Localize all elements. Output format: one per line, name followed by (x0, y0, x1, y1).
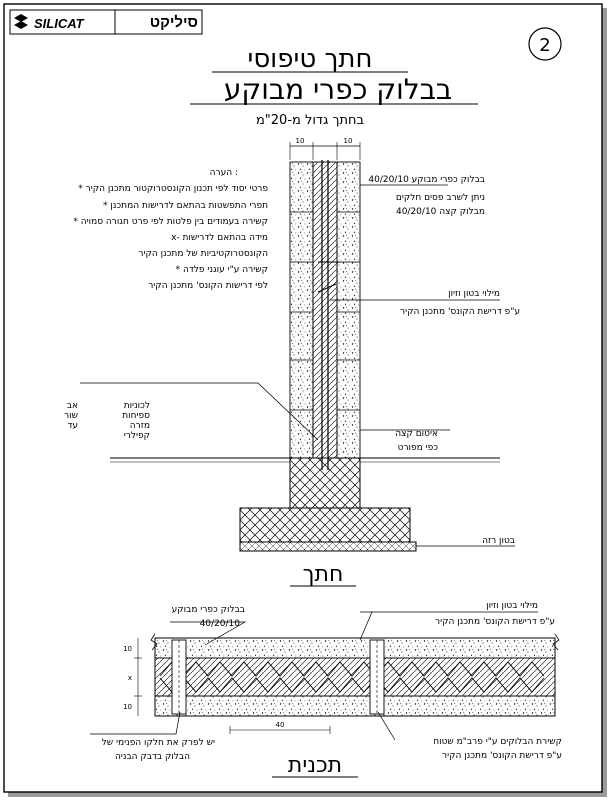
plan-dim-2: x (127, 674, 132, 682)
plan-inner-note-1: יש לפרק את חלקו הפנימי של (101, 738, 215, 748)
note-line-6: * קשירה ע"י עוגני פלדה (175, 265, 268, 275)
legend-b-1: אב (66, 401, 78, 411)
label-edge-1: איטום קצה (395, 429, 438, 439)
plan-tie-note-1: קשירת הבלוקים ע"י פרב"מ שטוח (433, 737, 562, 747)
logo-text-en: SILICAT (34, 16, 84, 31)
note-line-3: * קשירה בעמודים בין פלטות לפי פרט חגורה סמויה (73, 217, 268, 227)
notes-heading: הערה : (209, 168, 238, 178)
legend-a-1: לכוניות (123, 401, 150, 411)
logo-text-he: סיליקט (149, 14, 198, 31)
note-line-5: הקונסטרוקטיביות של מתכנן הקיר (138, 249, 268, 259)
dim-wall-right: 10 (343, 137, 353, 145)
label-block-2: ניתן לשרב פסים חלקים (395, 193, 485, 203)
legend-a-3: מזרה (129, 421, 150, 431)
plan-label-fill-2: ע"פ דרישת הקונס' מתכנן הקיר (435, 617, 555, 627)
plan-dim-3: 10 (123, 703, 132, 711)
plan-dim-1: 10 (123, 645, 132, 653)
title-line-3: בחתך גדול מ-20"מ (255, 113, 365, 128)
legend-b-3: עד (67, 421, 78, 431)
section-title: חתך (302, 562, 344, 587)
note-line-7: לפי דרישות הקונס' מתכנן הקיר (148, 281, 268, 291)
label-block-3: מבלוק קצה 40/20/10 (395, 207, 485, 217)
plan-title: תכנית (287, 753, 343, 778)
note-line-4: x- מידה בהתאם לדרישות (171, 233, 268, 243)
plan-label-block-2: 40/20/10 (199, 619, 240, 629)
dim-wall-left: 10 (295, 137, 305, 145)
legend-a-2: ספיחות (122, 411, 150, 421)
title-line-1: חתך טיפוסי (247, 44, 373, 74)
label-edge-2: כפי מפורט (397, 443, 438, 453)
plan-label-block-1: בבלוק כפרי מבוקע (171, 605, 245, 615)
note-line-2: * תפרי התפשטות בהתאם לדרישות המתכנן (102, 201, 268, 211)
plan-tie-note-2: ע"פ דרישת הקונס' מתכנן הקיר (442, 751, 562, 761)
label-fill-1: מילוי בטון וזיון (448, 289, 500, 299)
note-line-1: * פרטי יסוד לפי תכנון הקונסטרוקטור מתכנן הקיר (78, 184, 268, 194)
label-fill-2: ע"פ דרישת הקונס' מתכנן הקיר (400, 307, 520, 317)
legend-b-2: שור (64, 411, 78, 421)
sheet-number: 2 (539, 35, 551, 56)
plan-inner-note-2: הבלוק בדבק הבניה (114, 752, 190, 762)
label-lean-concrete: בטון רזה (482, 536, 515, 546)
label-block-1: בבלוק כפרי מבוקע 40/20/10 (368, 175, 485, 185)
title-line-2: בבלוק כפרי מבוקע (223, 73, 453, 106)
plan-dim-length: 40 (275, 721, 285, 729)
plan-label-fill-1: מילוי בטון וזיון (486, 601, 538, 611)
legend-a-4: קפילרי (123, 431, 150, 441)
company-logo (10, 10, 202, 34)
